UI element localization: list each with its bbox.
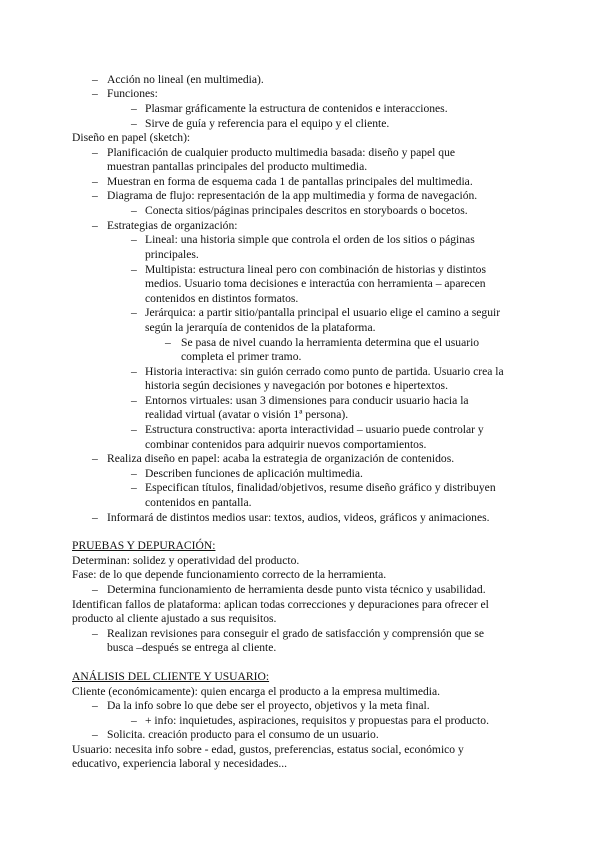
list-item: Estructura constructiva: aporta interactividad – usuario puede controlar y [145,423,484,436]
bullet-dash: – [131,423,137,436]
list-item-continuation: muestran pantallas principales del producto multimedia. [107,160,368,173]
list-item-continuation: realidad virtual (avatar o visión 1ª persona). [145,408,349,421]
bullet-dash: – [92,189,98,202]
list-item: Diagrama de flujo: representación de la app multimedia y forma de navegación. [107,189,478,202]
list-item: + info: inquietudes, aspiraciones, requisitos y propuestas para el producto. [145,714,489,727]
paragraph-line: Fase: de lo que depende funcionamiento correcto de la herramienta. [72,568,387,581]
list-item: Se pasa de nivel cuando la herramienta determina que el usuario [181,336,480,349]
section-heading: Diseño en papel (sketch): [72,131,191,144]
bullet-dash: – [131,306,137,319]
bullet-dash: – [92,627,98,640]
bullet-dash: – [131,263,137,276]
bullet-dash: – [165,336,171,349]
bullet-dash: – [92,511,98,524]
bullet-dash: – [92,728,98,741]
bullet-dash: – [131,394,137,407]
list-item: Historia interactiva: sin guión cerrado como punto de partida. Usuario crea la [145,365,504,378]
bullet-dash: – [92,146,98,159]
list-item: Plasmar gráficamente la estructura de contenidos e interacciones. [145,102,448,115]
section-heading-analisis: ANÁLISIS DEL CLIENTE Y USUARIO: [72,670,270,683]
bullet-dash: – [92,699,98,712]
list-item: Jerárquica: a partir sitio/pantalla principal el usuario elige el camino a seguir [145,306,501,319]
list-item: Muestran en forma de esquema cada 1 de pantallas principales del multimedia. [107,175,473,188]
bullet-dash: – [131,365,137,378]
list-item: Realizan revisiones para conseguir el grado de satisfacción y comprensión que se [107,627,484,640]
list-item: Da la info sobre lo que debe ser el proyecto, objetivos y la meta final. [107,699,430,712]
list-item: Conecta sitios/páginas principales descritos en storyboards o bocetos. [145,204,468,217]
list-item: Planificación de cualquier producto multimedia basada: diseño y papel que [107,146,456,159]
list-item-continuation: busca –después se entrega al cliente. [107,641,277,654]
bullet-dash: – [131,481,137,494]
list-item: Informará de distintos medios usar: textos, audios, videos, gráficos y animaciones. [107,511,490,524]
list-item: Lineal: una historia simple que controla el orden de los sitios o páginas [145,233,475,246]
bullet-dash: – [92,73,98,86]
bullet-dash: – [92,87,98,100]
bullet-dash: – [131,117,137,130]
bullet-dash: – [92,219,98,232]
bullet-dash: – [92,452,98,465]
list-item-continuation: principales. [145,248,199,261]
section-heading-pruebas: PRUEBAS Y DEPURACIÓN: [72,539,216,552]
list-item: Acción no lineal (en multimedia). [107,73,264,86]
list-item-continuation: completa el primer tramo. [181,350,302,363]
bullet-dash: – [131,714,137,727]
list-item-continuation: contenidos en pantalla. [145,496,252,509]
list-item-continuation: medios. Usuario toma decisiones e interactúa con herramienta – aparecen [145,277,486,290]
paragraph-line: Identifican fallos de plataforma: aplican todas correcciones y depuraciones para ofrecer el [72,598,489,611]
list-item: Solicita. creación producto para el consumo de un usuario. [107,728,379,741]
paragraph-line: Cliente (económicamente): quien encarga el producto a la empresa multimedia. [72,685,441,698]
list-item: Entornos virtuales: usan 3 dimensiones para conducir usuario hacia la [145,394,469,407]
bullet-dash: – [92,583,98,596]
bullet-dash: – [92,175,98,188]
paragraph-line: Determinan: solidez y operatividad del producto. [72,554,300,567]
list-item: Determina funcionamiento de herramienta desde punto vista técnico y usabilidad. [107,583,486,596]
paragraph-line: producto al cliente ajustado a sus requisitos. [72,612,277,625]
list-item-continuation: según la jerarquía de contenidos de la plataforma. [145,321,376,334]
list-item: Realiza diseño en papel: acaba la estrategia de organización de contenidos. [107,452,455,465]
list-item: Multipista: estructura lineal pero con combinación de historias y distintos [145,263,486,276]
bullet-dash: – [131,204,137,217]
paragraph-line: Usuario: necesita info sobre - edad, gustos, preferencias, estatus social, económico y [72,743,464,756]
list-item: Funciones: [107,87,158,100]
bullet-dash: – [131,467,137,480]
list-item: Especifican títulos, finalidad/objetivos, resume diseño gráfico y distribuyen [145,481,496,494]
list-item: Describen funciones de aplicación multimedia. [145,467,363,480]
list-item-continuation: contenidos en distintos formatos. [145,292,299,305]
bullet-dash: – [131,233,137,246]
paragraph-line: educativo, experiencia laboral y necesidades... [72,757,288,770]
bullet-dash: – [131,102,137,115]
list-item: Sirve de guía y referencia para el equipo y el cliente. [145,117,390,130]
list-item-continuation: historia según decisiones y navegación por botones e hipertextos. [145,379,448,392]
list-item: Estrategias de organización: [107,219,238,232]
list-item-continuation: combinar contenidos para adquirir nuevos comportamientos. [145,438,427,451]
